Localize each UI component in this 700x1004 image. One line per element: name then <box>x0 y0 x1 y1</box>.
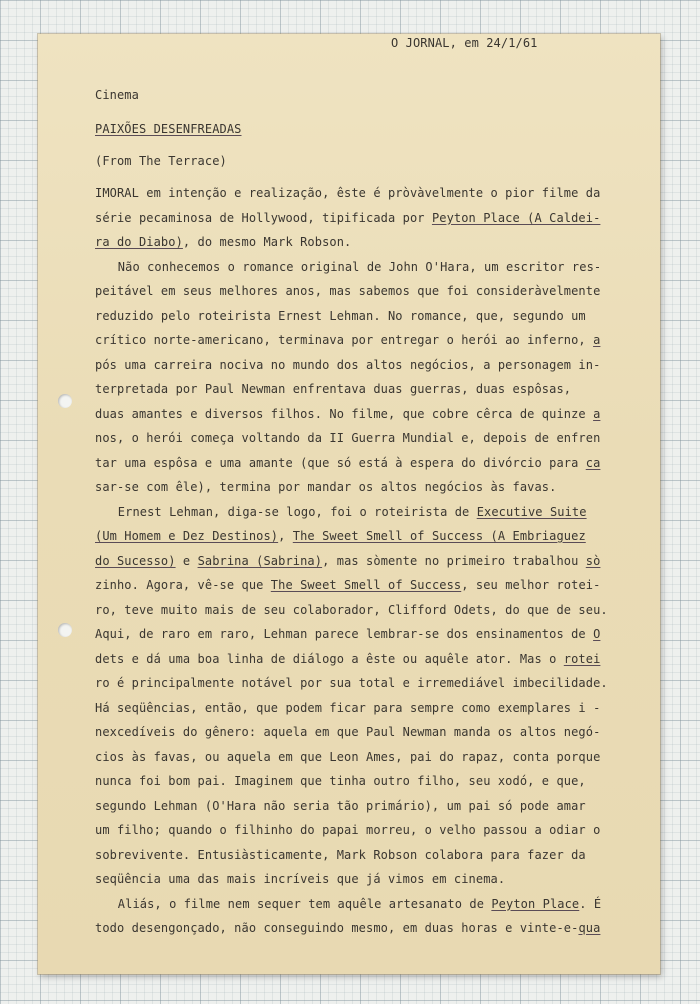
text-line <box>95 774 586 788</box>
text-segment: reduzido pelo roteirista Ernest Lehman. No romance, que, segundo um <box>95 308 586 323</box>
text-line <box>95 823 600 837</box>
text-segment: ro, teve muito mais de seu colaborador, Clifford Odets, do que de seu. <box>95 602 608 617</box>
text-line <box>95 921 600 935</box>
text-line <box>118 897 601 911</box>
text-segment: um filho; quando o filhinho do papai morreu, o velho passou a odiar o <box>95 823 601 837</box>
text-line <box>95 750 600 764</box>
text-segment: crítico norte-americano, terminava por entregar o herói ao inferno, <box>95 333 594 347</box>
text-line <box>95 529 586 543</box>
text-segment: duas amantes e diversos filhos. No filme, que cobre cêrca de quinze <box>95 406 594 421</box>
underlined-title: Sabrina (Sabrina) <box>197 553 323 568</box>
text-segment: sar-se com êle), termina por mandar os altos negócios às favas. <box>95 480 557 494</box>
text-line <box>118 260 601 274</box>
text-line <box>95 333 600 347</box>
underlined-title: Peyton Place <box>491 896 580 911</box>
text-segment: nunca foi bom pai. Imaginem que tinha outro filho, seu xodó, e que, <box>95 774 586 788</box>
text-segment: dets e dá uma boa linha de diálogo a êste ou aquêle ator. Mas o <box>95 651 564 666</box>
underlined-title: a <box>593 406 601 421</box>
text-segment: Não conhecemos o romance original de John O'Hara, um escritor res- <box>117 259 602 274</box>
underlined-title: a <box>593 333 601 347</box>
underlined-title: Peyton Place (A Caldei- <box>431 210 601 225</box>
text-segment: Aqui, de raro em raro, Lehman parece lembrar-se dos ensinamentos de <box>95 627 594 641</box>
punch-hole <box>58 394 72 408</box>
text-line <box>95 358 600 372</box>
text-line <box>95 480 556 494</box>
text-line <box>95 848 586 862</box>
text-line <box>95 799 586 813</box>
text-line <box>95 235 351 249</box>
text-line <box>95 676 608 690</box>
text-line <box>95 186 600 200</box>
text-segment: Há seqüências, então, que podem ficar para sempre como exemplares i - <box>95 700 601 715</box>
text-segment: cios às favas, ou aquela em que Leon Ames, pai do rapaz, conta porque <box>95 749 601 764</box>
text-segment: , seu melhor rotei- <box>461 578 601 592</box>
text-segment: tar uma espôsa e uma amante (que só está à espera do divórcio para <box>95 455 586 470</box>
underlined-title: do Sucesso) <box>95 553 176 568</box>
text-segment: nexcedíveis do gênero: aquela em que Paul Newman manda os altos negó- <box>95 725 601 739</box>
underlined-title: sò <box>585 553 601 568</box>
underlined-title: The Sweet Smell of Success (A Embriaguez <box>292 529 586 543</box>
text-segment: Ernest Lehman, diga-se logo, foi o roteirista de <box>117 504 477 519</box>
text-line <box>95 701 600 715</box>
text-segment: pós uma carreira nociva no mundo dos altos negócios, a personagem in- <box>95 357 601 372</box>
punch-hole <box>58 623 72 637</box>
text-line <box>95 284 600 298</box>
underlined-title: ra do Diabo) <box>95 235 183 249</box>
text-segment: Aliás, o filme nem sequer tem aquêle artesanato de <box>117 896 492 911</box>
underlined-title: Executive Suite <box>476 504 587 519</box>
original-title: (From The Terrace) <box>95 154 227 168</box>
text-line <box>118 505 587 519</box>
text-line <box>95 652 600 666</box>
text-line <box>95 627 600 641</box>
underlined-title: O <box>593 627 601 641</box>
text-segment: zinho. Agora, vê-se que <box>95 578 271 592</box>
underlined-title: (Um Homem e Dez Destinos) <box>95 529 279 543</box>
text-segment: e <box>175 553 198 568</box>
text-segment: nos, o herói começa voltando da II Guerra Mundial e, depois de enfren <box>95 431 601 445</box>
text-segment: ro é principalmente notável por sua total e irremediável imbecilidade. <box>95 676 608 690</box>
text-segment: segundo Lehman (O'Hara não seria tão primário), um pai só pode amar <box>95 798 586 813</box>
text-line <box>95 309 586 323</box>
text-segment: série pecaminosa de Hollywood, tipificada por <box>95 210 432 225</box>
text-segment: . É <box>579 896 602 911</box>
text-segment: IMORAL em intenção e realização, êste é pròvàvelmente o pior filme da <box>95 186 601 200</box>
text-line <box>95 382 571 396</box>
text-segment: , <box>278 529 293 543</box>
underlined-title: ca <box>585 455 601 470</box>
text-line <box>95 456 600 470</box>
source-date: O JORNAL, em 24/1/61 <box>391 36 538 50</box>
text-segment: terpretada por Paul Newman enfrentava duas guerras, duas espôsas, <box>95 382 572 396</box>
text-line <box>95 872 505 886</box>
text-line <box>95 603 608 617</box>
text-segment: peitável em seus melhores anos, mas sabemos que foi consideràvelmente <box>95 284 601 298</box>
text-segment: , mas sòmente no primeiro trabalhou <box>322 553 586 568</box>
text-line <box>95 431 600 445</box>
text-line <box>95 407 600 421</box>
underlined-title: rotei <box>563 651 601 666</box>
text-line <box>95 211 600 225</box>
text-segment: todo desengonçado, não conseguindo mesmo, em duas horas e vinte-e- <box>95 921 579 935</box>
typewritten-page <box>38 34 660 974</box>
underlined-title: The Sweet Smell of Success <box>270 578 462 592</box>
underlined-title: qua <box>578 921 601 935</box>
text-line <box>95 578 600 592</box>
article-title: PAIXÕES DESENFREADAS <box>95 122 242 136</box>
text-line <box>95 725 600 739</box>
text-segment: sobrevivente. Entusiàsticamente, Mark Robson colabora para fazer da <box>95 847 586 862</box>
text-segment: seqüência uma das mais incríveis que já vimos em cinema. <box>95 872 506 886</box>
section-label: Cinema <box>95 88 139 102</box>
text-segment: , do mesmo Mark Robson. <box>182 235 352 249</box>
text-line <box>95 554 600 568</box>
